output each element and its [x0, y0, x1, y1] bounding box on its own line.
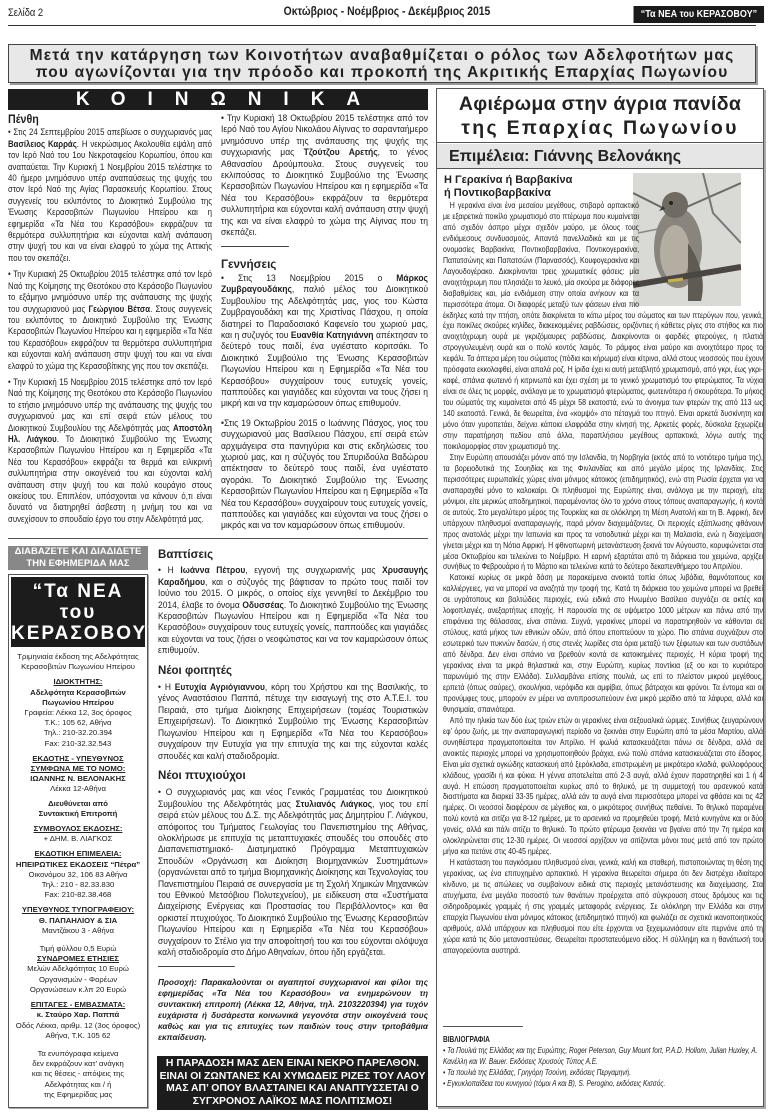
text-segment: • Την Κυριακή 25 Οκτωβρίου 2015 τελέστηκε από τον Ιερό Ναό της Κοίμησης της Θεοτόκου στο Κεράσοβο Πωγωνίου το εξάμηνο μνημόσυνο υπέρ της ανάπαυσης της ψυχής του συγχωριανού μας	[8, 269, 212, 314]
obituary-item	[8, 127, 212, 264]
masthead-line: Συντακτική Επιτροπή	[38, 808, 118, 818]
masthead-line: κ. Σταύρο Χαρ. Παππά	[36, 1010, 120, 1020]
masthead-line: Fax: 210-82.38.468	[44, 890, 112, 900]
person-name: Τζούτζου Αρετής	[303, 147, 378, 158]
article-paragraph: Η γερακίνα είναι ένα μεσαίου μεγέθους, στιβαρό αρπακτικό με εξαιρετικά ποικίλο χρωματισμό στο πτέρωμα που κυμαίνεται από σχεδόν άσπρο μέχρι σχεδόν μαύρο, με όλους τους ενδιάμεσους συνδυασμούς. Απαντά πανελλαδικά και με τις ονομασίες Βαρβακίνα, Ποντικοβαρβακίνα, Ποντικογερακίνα, Παπατσώνης και Παπατσώνι (Παρνασσός), Κουφογερακίνα και Λαγουδογέρακο. Διακρίνονται τρεις χρωματικές φάσεις: μία ανοιχτόχρωμη που πλησιάζει το λευκό, μία σκούρα με διάφορες διαβαθμίσεις και, μία ενδιάμεση στην οποία ανήκουν και τα περισσότερα άτομα. Οι διαφορές μεταξύ των φάσεων είναι πιο έκδηλες κατά την πτήση, οπότε διακρίνεται το κάτω μέρος του σώματος και των πτερύγων που, γενικά, έχει ποικίλες σκούρες κηλίδες, διακεκομμένες ραβδώσεις, οριζόντιες ή κάθετες ρίγες στο στήθος και πιο ανοιχτόχρωμη ουρά με γκριζόμαυρες ραβδώσεις. Διακρίνονται οι φαρδιές φτερούγες, η πλατιά στρογγυλευμένη ουρά και ο πολύ κοντός λαιμός. Το ράμφος είναι μαύρο και ανοιχτότερο προς το κεφάλι. Τα άπτερα μέρη του σώματος (πόδια και κήρωμα) είναι κίτρινα, αλλά στους νεοσσούς που έχουν πρόσφατα εκκολαφθεί, είναι απαλά ροζ. Η ίριδα έχει κι αυτή μεταβλητό χρωματισμό, από γκρι, έως γκρι-καφέ, σπάνια φωτεινό ή κιτρινωπό και έχει σχέση με το γενικό χρωματισμό του φτερώματος. Τα νύχια είναι σε όλες τις μορφές, ανάλογα με το χρωματισμό φτερώματος, φωτεινότερα ή σκουρότερα. Το μήκος του σώματός της κυμαίνεται από 45 μέχρι 58 εκατοστά, ενώ το άνοιγμα των φτερών της από 113 ως 140 εκατοστά. Γενικά, δε θεωρείται, ένα «κομψό» στο πέταγμά του πτηνό. Είναι αρκετά δυσκίνητη και μόνο όταν γυροπετάει, δείχνει κάποια ελαφράδα στην κίνησή της. Αρκετές φορές, δύσκολα ξεχωρίζει στην παρατήρηση πεδίου από άλλα, παραπλήσιου μεγέθους αρπακτικά, λόγω αυτής της ποικιλομορφίας στον χρωματισμό της.	[443, 201, 763, 451]
masthead-line: δεν εκφράζουν κατ’ ανάγκη	[32, 1059, 124, 1069]
article-paragraph: Στην Ευρώπη απουσιάζει μόνον από την Ισλανδία, τη Νορβηγία (εκτός από το νοτιότερο τμήμα της), τα βορειοδυτικά της Σουηδίας και της Φινλανδίας και από μεγάλο μέρος της Ιρλανδίας. Στις περισσότερες ευρωπαϊκές χώρες είναι μόνιμος κάτοικος (επιδημητικός), ενώ στη Ρωσία έρχεται για να αναπαραχθεί μόνο το καλοκαίρι. Οι πληθυσμοί της Ευρώπης είναι, ανάλογα με την περιοχή, είτε μόνιμοι, είτε μερικώς αποδημητικοί, παραμένοντας όλο το χρόνο στους τόπους αναπαραγωγής, ή κοντά σε αυτούς. Στο μεγαλύτερο μέρος της Τουρκίας και σε ολόκληρη τη Μέση Ανατολή και τη Β. Αφρική, δεν υπάρχουν πληθυσμοί αναπαραγωγής, παρά μόνον διαχειμάζοντες. Οι περιοχές εξάπλωσης φθάνουν προς ανατολάς μέχρι την Ιαπωνία και προς τα νοτιοδυτικά μέχρι και τη Μαλαισία, ενώ η διαχείμαση γίνεται μέχρι και τη Νότια Αφρική. Η φθινοπωρινή μετανάστευση ξεκινά τον Αύγουστο, κορυφώνεται στα μέσα Οκτωβρίου και τελειώνει το Νοέμβριο. Η εαρινή εξαρτάται από τη διάρκεια του χειμώνα, αρχίζει συνήθως το Φεβρουάριο ή το Μάρτιο και τελειώνει κατά το δεύτερο δεκαπενθήμερο του Απριλίου.	[443, 452, 763, 572]
masthead-line: Μαντζάκου 3 - Αθήνα	[42, 925, 114, 935]
masthead-line: ΕΚΔΟΤΙΚΗ ΕΠΙΜΕΛΕΙΑ:	[34, 849, 122, 859]
text-segment: • Η	[158, 565, 181, 576]
graduate-item	[158, 787, 428, 958]
person-name: Γεώργιου Βέτσα	[88, 303, 151, 314]
masthead-line: ΣΥΜΒΟΥΛΟΣ ΕΚΔΟΣΗΣ:	[33, 824, 123, 834]
divider	[221, 246, 289, 247]
masthead-line: και τις θέσεις - απόψεις της	[31, 1069, 125, 1079]
text-segment: . Το Διοικητικό Συμβούλιο της Ένωσης Κερασοβιτών Πωγωνίου Ηπείρου και η Εφημερίδα «Τα Νέα του Κερασόβου» συγχαίρουν τους ευτυχείς γονείς, παππούδες και γιαγιάδες και εύχονται να τους ζήσει ο νεοφώτιστος και να τον καμαρώσουν όπως επιθυμούν.	[158, 599, 429, 656]
headline-line-2: που αγωνίζονται για την πρόοδο και προκοπή της Ακριτικής Επαρχίας Πωγωνίου	[35, 64, 729, 81]
masthead-line: Οικονόμου 32, 106 83 Αθήνα	[28, 869, 128, 879]
masthead-line: ΗΠΕΙΡΩΤΙΚΕΣ ΕΚΔΟΣΕΙΣ “Πέτρα”	[15, 859, 141, 869]
person-name: Αποστόλη Ηλ. Λιάγκου	[8, 422, 212, 444]
masthead-line: Γραφεία: Λέκκα 12, 3ος όροφος	[24, 708, 132, 718]
social-column-1	[8, 113, 212, 530]
page-number: Σελίδα 2	[8, 7, 44, 19]
masthead-title-line-2: ΚΕΡΑΣΟΒΟΥ”	[11, 623, 159, 644]
masthead-line: Αδελφότητας και / ή	[44, 1079, 112, 1089]
masthead-line: + ΔΗΜ. Β. ΛΙΑΓΚΟΣ	[43, 834, 113, 844]
person-name: Στυλιανός Λιάγκος	[295, 798, 373, 809]
person-name: Οδυσσέας	[242, 599, 284, 610]
masthead-line: Τηλ.: 210-32.20.394	[43, 728, 113, 738]
issue-date: Οκτώβριος - Νοέμβριος - Δεκέμβριος 2015	[283, 6, 491, 18]
divider	[158, 966, 235, 967]
masthead-line: Τηλ.: 210 - 82.33.830	[41, 880, 115, 890]
text-segment: , και ο σύζυγός της βάφτισαν το πρώτο τους παιδί τον Ιούνιο του 2015. Ο μικρός, ο οποίος είχε γεννηθεί το Δεκέμβριο του 2014, έλαβε το όνομα	[158, 576, 428, 610]
headline-line-1: Μετά την κατάργηση των Κοινοτήτων αναβαθμίζεται ο ρόλος των Αδελφοτήτων μας	[29, 47, 735, 64]
masthead-line: Τιμή φύλλου 0,5 Ευρώ	[39, 944, 117, 954]
person-name: Ευανθία Κατηγιάννη	[290, 329, 374, 340]
text-segment: . Στους συγγενείς του εκλιπόντος το Διοικητικό Συμβούλιο της Ένωσης Κερασοβιτών Πωγωνίου Ηπείρου και η εφημερίδα «Τα Νέα του Κερασόβου» εκφράζουν τα θερμότερα συλλυπητήρια και εύχονται καλή ανάπαυση στην ψυχή του και να είναι ελαφρύ το χώμα της Κερασοβίτικης γης που τον σκεπάζει.	[8, 303, 212, 371]
masthead-line: Οργανώσεων κ.λπ 20 Ευρώ	[29, 984, 127, 994]
social-column-2	[221, 113, 428, 537]
text-segment: . Το Διοικητικό Συμβούλιο της Ένωσης Κερασοβιτών Πωγωνίου Ηπείρου και η Εφημερίδα «Τα Νέα του Κερασόβου» εκφράζει τα θερμά και ειλικρινή συλλυπητήρια στην οικογένειά του και εύχονται καλή ανάπαυση στην ψυχή του και πολύ κουράγιο στους οικείους του. Επιπλέον, υπόσχονται να κάνουν ό,τι είναι δυνατό να διατηρηθεί άσβεστη η μνήμη του και να συνεχίσουν το σπουδαίο έργο του στην Αδελφότητά μας.	[8, 433, 212, 524]
masthead-line: ΣΥΝΔΡΟΜΕΣ ΕΤΗΣΙΕΣ	[36, 954, 120, 964]
text-segment: , κόρη του Χρήστου και της Βασιλικής, το γένος Αναστάσιου Παππά, πέτυχε την εισαγωγή της στο Α.Τ.Ε.Ι. του Πειραιά, στο τμήμα Διοίκησης Επιχειρήσεων (τομέας Τουριστικών Επιχειρήσεων). Το Διοικητικό Συμβούλιο της Ένωσης Κερασοβιτών Πωγωνίου Ηπείρου και η Εφημερίδα «Τα Νέα του Κερασόβου» συγχαίρουν την Ευτυχία για την επιτυχία της και της εύχονται καλές σπουδές και καλή σταδιοδρομία.	[158, 682, 428, 761]
text-segment: , γιος του επί σειρά ετών μέλους του Δ.Σ. της Αδελφότητάς μας Δημητρίου Γ. Λιάγκου, απόφοιτος του Τμήματος Γεωλογίας του Πανεπιστημίου της Αθήνας, ολοκλήρωσε με επιτυχία τις μεταπτυχιακές σπουδές του σπουδές στο Διαπανεπιστημιακό- Διατμηματικό Πρόγραμμα Μεταπτυχιακών Σπουδών «Οργάνωση και Διοίκηση Βιομηχανικών Συστημάτων» (οργανώνεται από το τμήμα Βιομηχανικής Διοίκησης και Τεχνολογίας του Πανεπιστημίου Πειραιά σε συνεργασία με τη Σχολή Χημικών Μηχανικών του Εθνικού Μετσόβιου Πολυτεχνείου), με ειδίκευση στα «Συστήματα Διαχείρισης Ενέργειας και Προστασίας του Περιβάλλοντος» και θα ορκιστεί πτυχιούχος. Το Διοικητικό Συμβούλιο της Ένωσης Κερασοβιτών Πωγωνίου Ηπείρου και η Εφημερίδα «Τα Νέα του Κερασόβου» συγχαίρουν το Στέλιο για την αποφοίτησή του και του εύχονται ολόψυχα καλή σταδιοδρομία στο Δήμο Αθηναίων, όπου ήδη εργάζεται.	[158, 798, 428, 957]
text-segment: • Ο συγχωριανός μας και νέος Γενικός Γραμματέας του Διοικητικού Συμβουλίου της Αδελφότητάς μας	[158, 787, 428, 809]
text-segment: • Η	[158, 682, 175, 693]
masthead-line: ΕΚΔΟΤΗΣ - ΥΠΕΥΘΥΝΟΣ	[32, 753, 124, 763]
article-body	[443, 201, 763, 957]
divider	[443, 1026, 523, 1027]
feature-editor: Επιμέλεια: Γιάννης Βελονάκης	[437, 144, 763, 169]
masthead-title	[11, 577, 159, 647]
obituary-item	[8, 377, 212, 525]
text-segment: •Στις 19 Οκτωβρίου 2015 ο Ιωάννης Πάσχος, γιος του συγχωριανού μας Βασίλειου Πάσχου, επί σειρά ετών αρχιμάγειρα στα πανηγύρια και στις εκδηλώσεις του χωριού μας, και η σύζυγός του Σπυριδούλα Βαδώρου απέκτησαν το δεύτερό τους παιδί, ένα υγιέστατο αγοράκι. Το Διοικητικό Συμβούλιο της Ένωσης Κερασοβιτών Πωγωνίου Ηπείρου και η Εφημερίδα «Τα Νέα του Κερασόβου» συγχαίρουν τους ευτυχείς γονείς, παππούδες και γιαγιάδες και εύχονται να τους ζήσει ο μικρός και να τον καμαρώσουν όπως επιθυμούν.	[221, 417, 429, 531]
masthead-line: Λέκκα 12-Αθήνα	[50, 784, 106, 794]
section-heading-penthi: Πένθη	[8, 112, 39, 126]
bibliography	[443, 1034, 763, 1089]
section-heading-graduates: Νέοι πτυχιούχοι	[158, 767, 246, 782]
person-name: Χρυσαυγής Καραδήμου	[158, 565, 428, 587]
masthead-line: της Εφημερίδας μας	[43, 1089, 113, 1099]
bibliography-item: • Τα Πουλιά της Ελλάδας και της Ευρώπης, Roger Peterson, Guy Mount fort, P.A.D. Hollom, Julian Huxley, A. Κανέλλη και W. Bauer. Εκδόσεις Χρυσούς Τύπος Α.Ε.	[443, 1046, 758, 1066]
person-name: Ευτυχία Αγριόγιαννου	[174, 682, 265, 693]
section-heading-baptisms: Βαπτίσεις	[158, 547, 214, 561]
image-spacer	[639, 201, 763, 305]
text-segment: , εγγονή της συγχωριανής μας	[245, 565, 383, 576]
masthead-line: Τ.Κ.: 105 62, Αθήνα	[44, 718, 112, 728]
text-segment: • Την Κυριακή 18 Οκτωβρίου 2015 τελέστηκε από τον Ιερό Ναό του Αγίου Νικολάου Αίγινας το σαρανταήμερο μνημόσυνο υπέρ της ανάπαυσης της ψυχής της συγχωριανής μας	[221, 113, 428, 158]
bibliography-item: • Εγκυκλοπαίδεια του κυνηγιού (τόμοι Α και Β), S. Perogino, εκδόσεις Κισσός.	[443, 1079, 666, 1088]
social-column-3	[158, 548, 428, 1048]
text-segment: απέκτησαν το δεύτερό τους παιδί, ένα υγιέστατο κοριτσάκι. Το Διοικητικό Συμβούλιο της Ένωσης Κερασοβιτών Πωγωνίου Ηπείρου και η Εφημερίδα «Τα Νέα του Κερασόβου» συγχαίρουν τους ευτυχείς γονείς, παππούδες και γιαγιάδες και εύχονται να τους ζήσει η μικρή και να την καμαρώσουν όπως επιθυμούν.	[221, 329, 428, 409]
text-segment: , το γένος Αθανασίου Δρούμπουλα. Στους συγγενείς του εκλιπούσας το Διοικητικό Συμβούλιο της Ένωσης Κερασοβιτών Πωγωνίου Ηπείρου και η εφημερίδα «Τα Νέα του Κερασόβου» εκφράζουν τα θερμότερα συλλυπητήρια και εύχονται καλή ανάπαυση στην ψυχή της και να είναι ελαφρύ το χώμα της Αίγινας που τη σκεπάζει.	[221, 147, 428, 238]
person-name: Μάρκος Ζυμβραγουδάκης	[221, 272, 428, 295]
tradition-slogan-box: Η ΠΑΡΑΔΟΣΗ ΜΑΣ ΔΕΝ ΕΙΝΑΙ ΝΕΚΡΟ ΠΑΡΕΛΘΟΝ. ΕΙΝΑΙ ΟΙ ΖΩΝΤΑΝΕΣ ΚΑΙ ΧΥΜΩΔΕΙΣ ΡΙΖΕΣ ΤΟΥ ΛΑΟΥ ΜΑΣ ΑΠ’ ΟΠΟΥ ΒΛΑΣΤΑΙΝΕΙ ΚΑΙ ΑΝΑΠΤΥΣΣΕΤΑΙ Ο ΣΥΓΧΡΟΝΟΣ ΛΑΪΚΟΣ ΜΑΣ ΠΟΛΙΤΙΣΜΟΣ!	[157, 1056, 428, 1110]
obituary-item	[8, 269, 212, 372]
masthead-box	[8, 574, 159, 1108]
masthead-line: Οργανισμών - Φορέων	[38, 974, 118, 984]
person-name: Ιωάννα Πέτρου	[180, 565, 246, 576]
masthead-line: Μελών Αδελφότητας 10 Ευρώ	[27, 964, 129, 974]
masthead-line: ΕΠΙΤΑΓΕΣ - ΕΜΒΑΣΜΑΤΑ:	[30, 1000, 126, 1010]
bibliography-item: • Τα πουλιά της Ελλάδας, Γρηγόρη Τσούνη, εκδόσεις Περγαμηνή.	[443, 1068, 631, 1077]
column-content	[8, 114, 212, 525]
student-item	[158, 682, 428, 762]
masthead-line: ΣΥΜΦΩΝΑ ΜΕ ΤΟ ΝΟΜΟ:	[30, 764, 126, 774]
masthead-line: Αδελφότητα Κερασοβιτών	[30, 687, 126, 697]
masthead-line: ΙΩΑΝΝΗΣ Ν. ΒΕΛΟΝΑΚΗΣ	[30, 774, 126, 784]
main-headline	[8, 44, 756, 83]
notice-text: Προσοχή: Παρακαλούνται οι αγαπητοί συγχωριανοί και φίλοι της εφημερίδας «Τα Νέα του Κερασόβου» να ενημερώνουν τη συντακτική επιτροπή (Λέκκα 12, Αθήνα, τηλ. 2103220394) για τυχόν ευχάριστα ή δυσάρεστα κοινωνικά γεγονότα στην οικογένειά τους καθώς και για τις επιτυχίες των παιδιών τους στην τριτοβάθμια εκπαίδευση.	[158, 977, 428, 1043]
feature-title-line-2: της Επαρχίας Πωγωνίου	[461, 117, 739, 139]
article-paragraph: Η κατάσταση του παγκόσμιου πληθυσμού είναι, γενικά, καλή και σταθερή, πιστοποιώντας τη θέση της γερακίνας, ως ένα επιτυχημένο αρπακτικό. Η γερακίνα θεωρείται σήμερα ότι δεν διατρέχει ιδιαίτερο κίνδυνο, με τις απώλειες να συμβαίνουν ειδικά στις περιοχές μετανάστευσης και διαχείμασης. Στα ατυχήματα, ένα μεγάλο ποσοστό των θανάτων προέρχεται από σύγκρουση στους δρόμους και τις σιδηροδρομικές γραμμές ή στις γραμμές μεταφοράς ενέργειας. Σε ολόκληρη την Ελλάδα και στην επαρχία Πωγωνίου είναι μόνιμος κάτοικος (επιδημητικό πτηνό) και φωλιάζει σε σχετικά ικανοποιητικούς αριθμούς, αλλά υπάρχουν και πληθυσμοί που είτε έρχονται να ξεχειμωνιάσουν είτε περνάνε από τη χώρα κατά τις δύο μεταναστεύσεις. Θεωρείται προστατευόμενο είδος. Η σύλληψη και η θανάτωσή του απαγορεύονται αυστηρά.	[443, 858, 763, 955]
section-divider	[8, 538, 428, 539]
feature-title	[437, 89, 763, 143]
bibliography-title: ΒΙΒΛΙΟΓΡΑΦΙΑ	[443, 1035, 490, 1044]
text-segment: • Στις 13 Νοεμβρίου 2015 ο	[221, 272, 397, 283]
birth-item	[221, 273, 428, 410]
masthead-details	[9, 649, 147, 1100]
masthead-line: Τα ενυπόγραφα κείμενα	[37, 1048, 119, 1058]
masthead-line: Οδός Λέκκα, αριθμ. 12 (3ος όροφος)	[15, 1020, 141, 1030]
read-and-share-banner: ΔΙΑΒΑΖΕΤΕ ΚΑΙ ΔΙΑΔΙΔΕΤΕ ΤΗΝ ΕΦΗΜΕΡΙΔΑ ΜΑΣ	[8, 546, 148, 570]
masthead-line: Τριμηνιαία έκδοση της Αδελφότητας	[17, 652, 139, 661]
article-title	[444, 174, 634, 200]
masthead-line: ΥΠΕΥΘΥΝΟΣ ΤΥΠΟΓΡΑΦΕΙΟΥ:	[21, 905, 135, 915]
column-content	[221, 113, 428, 532]
article-title-line-1: Η Γερακίνα ή Βαρβακίνα	[444, 174, 573, 186]
text-segment: , παλιό μέλος του Διοικητικού Συμβουλίου της Αδελφότητάς μας, γιος του Κώστα Ζυμβραγουδάκη και της Χριστίνας Πάσχου, η οποία διατηρεί το Παραδοσιακό Καφενείο του χωριού μας, και η συζυγός του	[221, 284, 428, 340]
masthead-line: Αθήνα, Τ.Κ. 105 62	[45, 1030, 111, 1040]
newspaper-name-badge: “Τα ΝΕΑ του ΚΕΡΑΣΟΒΟΥ”	[633, 6, 764, 23]
masthead-line: Κερασοβιτών Πωγωνίου Ηπείρου	[21, 662, 135, 672]
article-paragraph: Από την ηλικία των δύο έως τριών ετών οι γερακίνες είναι σεξουαλικά ώριμες. Συνήθως ζευγαρώνουν εφ’ όρου ζωής, με την αναπαραγωγική περίοδο να ξεκινάει στην Ευρώπη από τα μέσα Μαρτίου, αλλά συνηθέστερα πραγματοποιείται τον Απρίλιο. Η φωλιά κατασκευάζεται πάνω σε δένδρα, αλλά σε ανοικτές περιοχές μπορεί να χρησιμοποιηθούν βράχια, ενώ πολύ σπάνια κατασκευάζεται στο έδαφος. Είναι μία σχετικά ογκώδης κατασκευή από ξερόκλαδα, επιστρωμένη με μικρότερα κλαδιά, φυλλοφόρους κλάδους, γρασίδι ή και φύκια. Η γέννα αποτελείται από 2-3 αυγά, αλλά έχουν παρατηρηθεί και 1 ή 4 αυγά. Η επώαση πραγματοποιείται κυρίως από το θηλυκό, με τη συμμετοχή του αρσενικού κατά διαστήματα και διαρκεί 33-35 ημέρες, αλλά εάν τα αυγά είναι περισσότερα μπορεί να φθάσει και τις 42 ημέρες. Οι νεοσσοί διαφέρουν σε μέγεθος και, ο μικρότερος συνήθως πεθαίνει. Το θηλυκό παραμένει πολύ κοντά και σιτίζει για 8-12 ημέρες, με το αρσενικό να προμηθεύει τροφή. Μετά κυνηγάνε και οι δύο γονείς, αλλά και πάλι σιτίζει το θηλυκό. Το πρώτο φτέρωμα ξεκινάει να βγαίνει από την 7η ημέρα και ολοκληρώνεται στις 12-30 ημέρες. Οι νεοσσοί αρχίζουν να σιτίζονται μόνοι τους μετά από τον πρώτο μήνα και πετάνε στις 40-45 ημέρες.	[443, 715, 763, 857]
baptism-item	[158, 565, 428, 656]
column-content	[158, 549, 428, 1043]
masthead-title-line-1: “Τα ΝΕΑ του	[32, 581, 124, 623]
masthead-line: ΙΔΙΟΚΤΗΤΗΣ:	[53, 677, 103, 687]
masthead-line: Fax: 210-32.32.543	[44, 738, 112, 748]
feature-title-line-1: Αφιέρωμα στην άγρια πανίδα	[458, 93, 742, 115]
text-segment: • Στις 24 Σεπτεμβρίου 2015 απεβίωσε ο συγχωριανός μας	[8, 127, 212, 138]
section-heading-students: Νέοι φοιτητές	[158, 662, 232, 677]
article-content	[443, 201, 763, 957]
masthead-line: Διευθύνεται από	[48, 798, 108, 808]
section-banner: ΚΟΙΝΩΝΙΚΑ	[8, 89, 428, 110]
article-title-line-2: ή Ποντικοβαρβακίνα	[444, 187, 551, 199]
article-paragraph: Κατοικεί κυρίως σε μικρά δάση με παρακείμενα ανοικτά τοπία όπως λιβάδια, θαμνότοπους και καλλιέργειες, για να μπορεί να αναζητά την τροφή της. Κατά τη διάρκεια του χειμώνα μπορεί να βρεθεί σε υγρότοπους και βαλτώδεις περιοχές, ενώ ειδικά στο Ηνωμένο Βασίλειο συχνάζει σε ακτές και λοφοπλαγιές, ανεξαρτήτως εποχής. Η παρουσία της σε υψόμετρο 1000 μέτρων και πάνω από την επιφάνεια της θάλασσας, είναι σπάνια. Συχνά, γερακίνες μπορεί να παρατηρηθούν να κάθονται σε στύλους, κατά μήκος των εθνικών οδών, από όπου εποπτεύουν το χώρο. Πιο σπάνια συχνάζουν στο εσωτερικό των πυκνών δασών, ή στις στενές λωρίδες στα όρια μεταξύ των ξέφωτων και των συστάδων από δένδρα. Δεν είναι σπάνιο να βρεθούν κοντά σε κατοικημένες περιοχές. Η κύρια τροφή της γερακίνας είναι τα μικρά θηλαστικά και, στην Ευρώπη, κυρίως ποντίκια (εξ ου και το κυριότερο παρωνύμιό της στην Ελλάδα). Συλλαμβάνει επίσης πουλιά, ως επί το πλείστον μικρού μεγέθους, ερπετά (όπως σαύρες), σκουλήκια, νερόφιδα και αμφίβια, όπως βάτραχοι και φρύνοι. Τα έντομα και οι προνύμφες τους, μπορούν εν μέρει να αντιπροσωπεύουν ένα μικρό μερίδιο από τα λάφυρα, αλλά και θνησιμαία, σπανιότερα.	[443, 573, 763, 714]
masthead-line: Πωγωνίου Ηπείρου	[42, 697, 114, 707]
section-heading-births: Γεννήσεις	[221, 257, 277, 272]
text-segment: . Η νεκρώσιμος Ακολουθία εψάλη από τον Ιερό Ναό του 1ου Νεκροταφείου Κορωπίου, όπου και αναπαύεται. Την Κυριακή 1 Νοεμβρίου 2015 τελέστηκε το 40 ήμερο μνημόσυνο υπέρ αναπαύσεως της ψυχής του στον Ιερό Ναό της Αγίας Παρασκευής Κορωπίου. Στους συγγενείς του εκλιπόντος το Διοικητικό Συμβούλιο της Ένωσης Κερασοβιτών Πωγωνίου Ηπείρου και η εφημερίδα «Τα Νέα του Κερασόβου» εκφράζουν τα θερμότερα συλλυπητήρια και εύχονται καλή ανάπαυση στην ψυχή του και να είναι ελαφρύ το χώμα της Αττικής που τον σκεπάζει.	[8, 138, 212, 263]
person-name: Βασίλειος Καρράς	[8, 138, 77, 149]
masthead-line: Θ. ΠΑΠΑΗΛΙΟΥ & ΣΙΑ	[38, 915, 118, 925]
header-divider	[8, 25, 756, 26]
birth-item	[221, 418, 428, 532]
text-segment: • Την Κυριακή 15 Νοεμβρίου 2015 τελέστηκε από τον Ιερό Ναό της Κοίμησης της Θεοτόκου στο Κεράσοβο Πωγωνίου το ετήσιο μνημόσυνο υπέρ της ανάπαυσης της ψυχής του συγχωριανού μας και επί σειρά ετών μέλους του Διοικητικού Συμβουλίου της Αδελφότητάς μας	[8, 376, 212, 433]
obituary-item	[221, 113, 428, 238]
